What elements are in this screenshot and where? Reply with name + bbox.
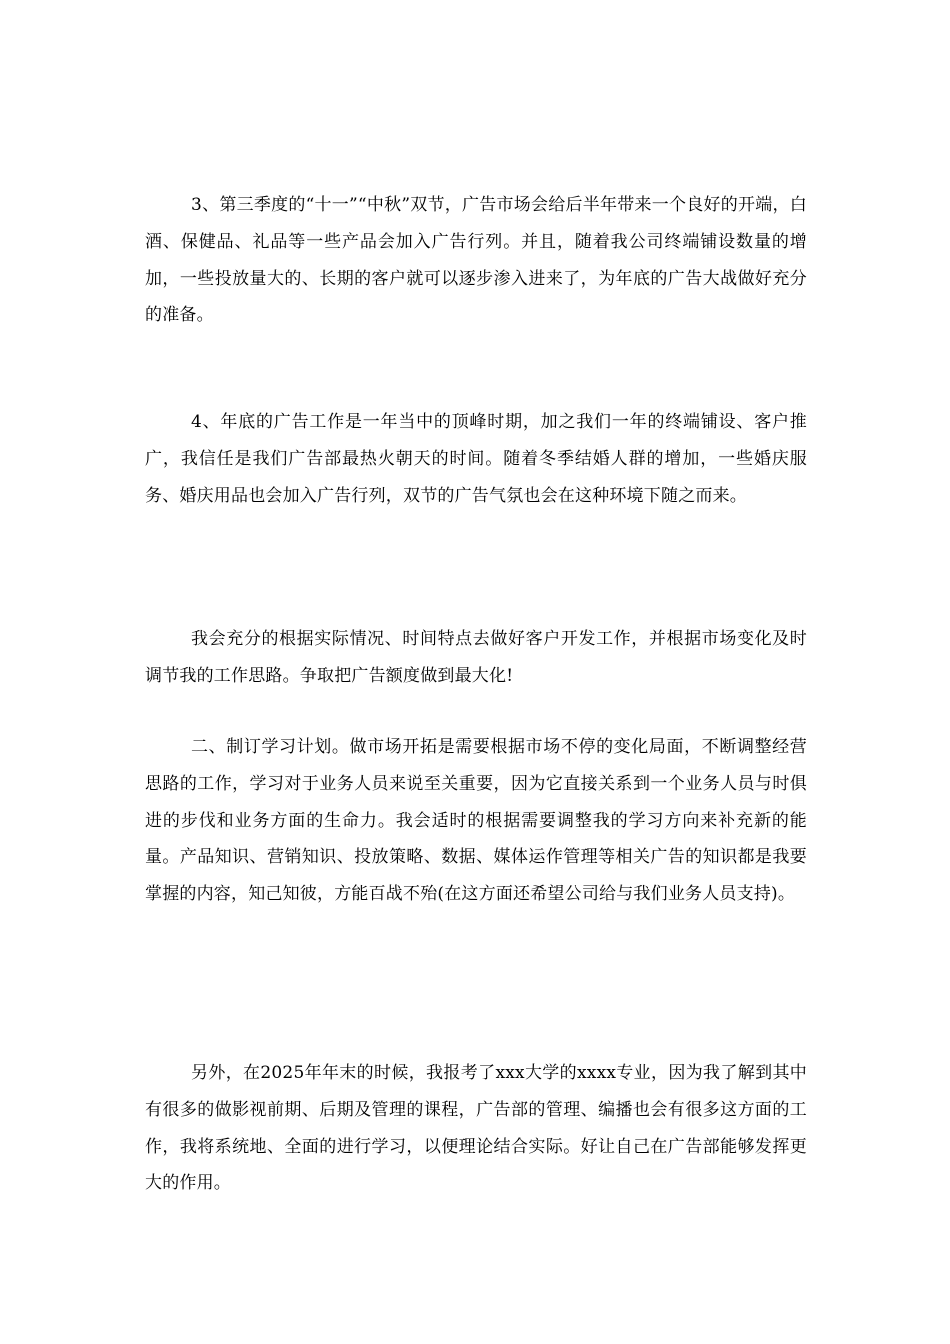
paragraph-study-plan: 二、制订学习计划。做市场开拓是需要根据市场不停的变化局面，不断调整经营思路的工作，学习对于业务人员来说至关重要，因为它直接关系到一个业务人员与时俱进的步伐和业务方面的生命力。我会适时的根据需要调整我的学习方向来补充新的能量。产品知识、营销知识、投放策略、数据、媒体运作管理等相关广告的知识都是我要掌握的内容，知己知彼，方能百战不殆(在这方面还希望公司给与我们业务人员支持)。 — [145, 737, 807, 905]
paragraph-further-study: 另外，在2025年年末的时候，我报考了xxx大学的xxxx专业，因为我了解到其中有很多的做影视前期、后期及管理的课程，广告部的管理、编播也会有很多这方面的工作，我将系统地、全面的进行学习，以便理论结合实际。好让自己在广告部能够发挥更大的作用。 — [145, 1063, 807, 1194]
paragraph-year-end: 4、年底的广告工作是一年当中的顶峰时期，加之我们一年的终端铺设、客户推广，我信任是我们广告部最热火朝天的时间。随着冬季结婚人群的增加，一些婚庆服务、婚庆用品也会加入广告行列，双节的广告气氛也会在这种环境下随之而来。 — [145, 412, 807, 506]
paragraph-q3-holidays: 3、第三季度的“十一”“中秋”双节，广告市场会给后半年带来一个良好的开端，白酒、保健品、礼品等一些产品会加入广告行列。并且，随着我公司终端铺设数量的增加，一些投放量大的、长期的客户就可以逐步渗入进来了，为年底的广告大战做好充分的准备。 — [145, 195, 807, 326]
paragraph-client-development: 我会充分的根据实际情况、时间特点去做好客户开发工作，并根据市场变化及时调节我的工作思路。争取把广告额度做到最大化! — [145, 629, 807, 686]
